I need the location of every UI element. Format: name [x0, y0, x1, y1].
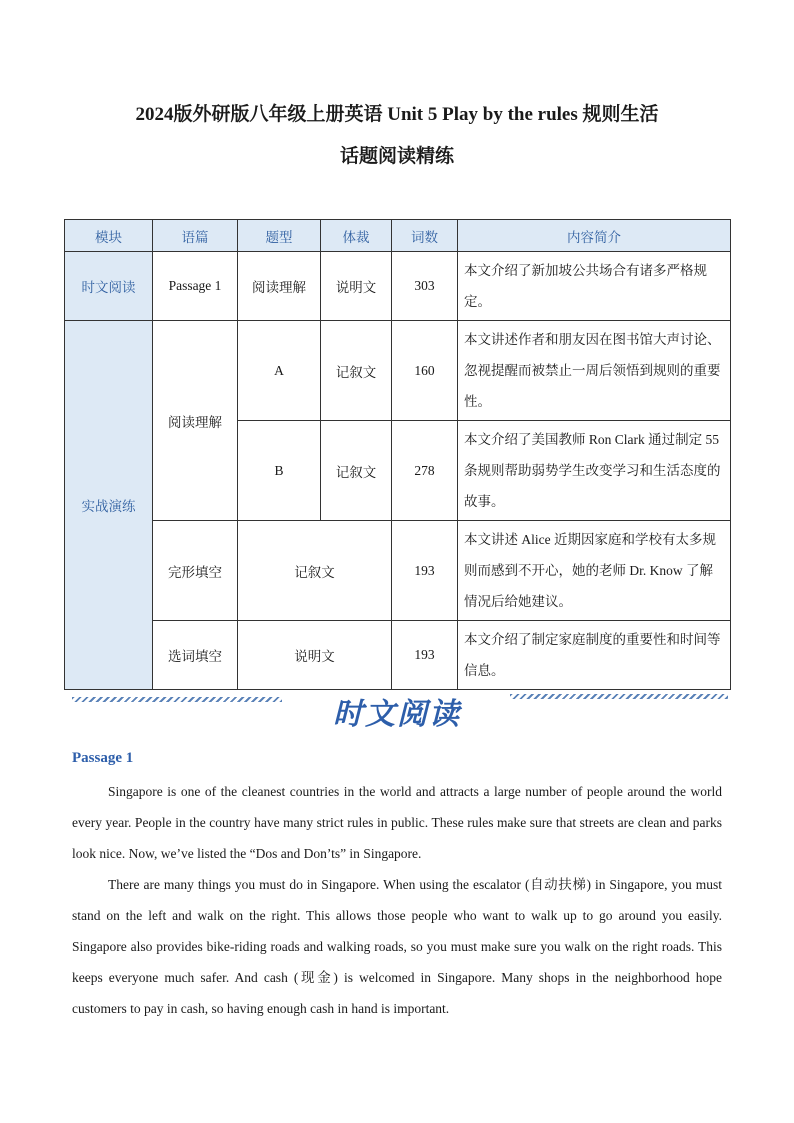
intro-cell: 本文介绍了制定家庭制度的重要性和时间等信息。	[458, 621, 731, 690]
module-cell: 实战演练	[65, 321, 153, 690]
document-title: 2024版外研版八年级上册英语 Unit 5 Play by the rules 规则生活	[135, 104, 659, 125]
header-intro: 内容简介	[458, 220, 731, 252]
table-row	[65, 621, 731, 690]
header-words: 词数	[392, 220, 458, 252]
type-cell: 阅读理解	[153, 321, 238, 521]
header-module: 模块	[65, 220, 153, 252]
table-row	[65, 252, 731, 321]
intro-cell: 本文讲述作者和朋友因在图书馆大声讨论、忽视提醒而被禁止一周后领悟到规则的重要性。	[458, 321, 731, 421]
genre-cell: 记叙文	[321, 321, 392, 421]
table-header-row	[65, 220, 731, 252]
text-cell: B	[238, 421, 321, 521]
text-cell: Passage 1	[153, 252, 238, 321]
table-row	[65, 321, 731, 421]
intro-cell: 本文讲述 Alice 近期因家庭和学校有太多规则而感到不开心，她的老师 Dr. Know 了解情况后给她建议。	[458, 521, 731, 621]
words-cell: 278	[392, 421, 458, 521]
type-cell: 阅读理解	[238, 252, 321, 321]
genre-cell: 记叙文	[321, 421, 392, 521]
passage-label: Passage 1	[72, 750, 134, 766]
type-cell: 完形填空	[153, 521, 238, 621]
genre-cell: 记叙文	[238, 521, 392, 621]
header-text: 语篇	[153, 220, 238, 252]
section-banner	[0, 687, 794, 733]
words-cell: 193	[392, 621, 458, 690]
document-subtitle: 话题阅读精练	[339, 146, 454, 167]
passage-paragraph-1: Singapore is one of the cleanest countries in the world and attracts a large number of people around the world every year. People in the country have many strict rules in public. These rules make sure that streets are clean and parks look nice. Now, we’ve listed the “Dos and Don’ts” in Singapore.	[72, 784, 722, 861]
intro-cell: 本文介绍了新加坡公共场合有诸多严格规定。	[458, 252, 731, 321]
header-type: 题型	[238, 220, 321, 252]
text-cell: A	[238, 321, 321, 421]
genre-cell: 说明文	[238, 621, 392, 690]
table-row	[65, 521, 731, 621]
words-cell: 160	[392, 321, 458, 421]
intro-cell: 本文介绍了美国教师 Ron Clark 通过制定 55 条规则帮助弱势学生改变学习和生活态度的故事。	[458, 421, 731, 521]
words-cell: 193	[392, 521, 458, 621]
section-banner-title: 时文阅读	[333, 697, 461, 732]
header-genre: 体裁	[321, 220, 392, 252]
words-cell: 303	[392, 252, 458, 321]
type-cell: 选词填空	[153, 621, 238, 690]
genre-cell: 说明文	[321, 252, 392, 321]
overview-table	[64, 219, 731, 690]
module-cell: 时文阅读	[65, 252, 153, 321]
decorative-stripe-right	[510, 694, 728, 699]
passage-paragraph-2: There are many things you must do in Singapore. When using the escalator (自动扶梯) in Singapore, you must stand on the left and walk on the right. This allows those people who want to walk up to go around you easily. Singapore also provides bike-riding roads and walking roads, so you must make sure you walk on the right roads. This keeps everyone much safer. And cash (现金) is welcomed in Singapore. Many shops in the neighborhood hope customers to pay in cash, so having enough cash in hand is important.	[72, 877, 722, 1016]
